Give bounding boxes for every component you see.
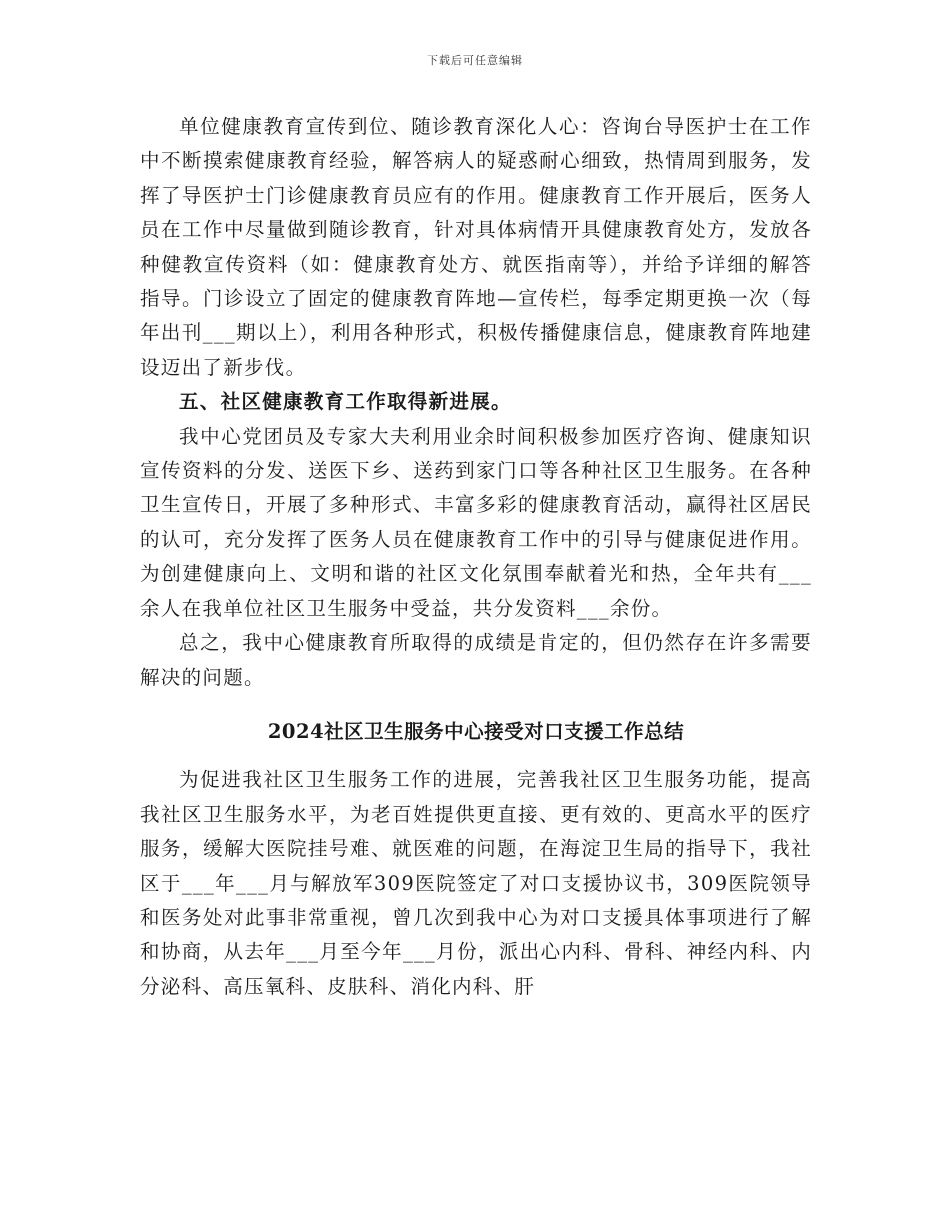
document-title: 2024社区卫生服务中心接受对口支援工作总结 [267,719,685,743]
paragraph-counterpart-support: 为促进我社区卫生服务工作的进展，完善我社区卫生服务功能，提高我社区卫生服务水平，为老百姓提供更直接、更有效的、更高水平的医疗服务，缓解大医院挂号难、就医难的问题，在海淀卫生局的指导下，我社区于___年___月与解放军309医院签定了对口支援协议书，309医院领导和医务处对此事非常重视，曾几次到我中心为对口支援具体事项进行了解和协商，从去年___月至今年___月份，派出心内科、骨科、神经内科、内分泌科、高压氧科、皮肤科、消化内科、肝 [140,768,812,998]
paragraph-community-health-education: 我中心党团员及专家大夫利用业余时间积极参加医疗咨询、健康知识宣传资料的分发、送医下乡、送药到家门口等各种社区卫生服务。在各种卫生宣传日，开展了多种形式、丰富多彩的健康教育活动，赢得社区居民的认可，充分发挥了医务人员在健康教育工作中的引导与健康促进作用。为创建健康向上、文明和谐的社区文化氛围奉献着光和热，全年共有___余人在我单位社区卫生服务中受益，共分发资料___余份。 [140,424,812,620]
page-header: 下载后可任意编辑 [427,54,523,67]
section-heading-5: 五、社区健康教育工作取得新进展。 [179,390,512,414]
paragraph-conclusion: 总之，我中心健康教育所取得的成绩是肯定的，但仍然存在许多需要解决的问题。 [140,631,812,689]
document-body [140,110,812,1004]
paragraph-health-education-publicity: 单位健康教育宣传到位、随诊教育深化人心：咨询台导医护士在工作中不断摸索健康教育经验，解答病人的疑惑耐心细致，热情周到服务，发挥了导医护士门诊健康教育员应有的作用。健康教育工作开展后，医务人员在工作中尽量做到随诊教育，针对具体病情开具健康教育处方，发放各种健教宣传资料（如：健康教育处方、就医指南等），并给予详细的解答指导。门诊设立了固定的健康教育阵地—宣传栏，每季定期更换一次（每年出刊___期以上），利用各种形式，积极传播健康信息，健康教育阵地建设迈出了新步伐。 [140,115,812,379]
